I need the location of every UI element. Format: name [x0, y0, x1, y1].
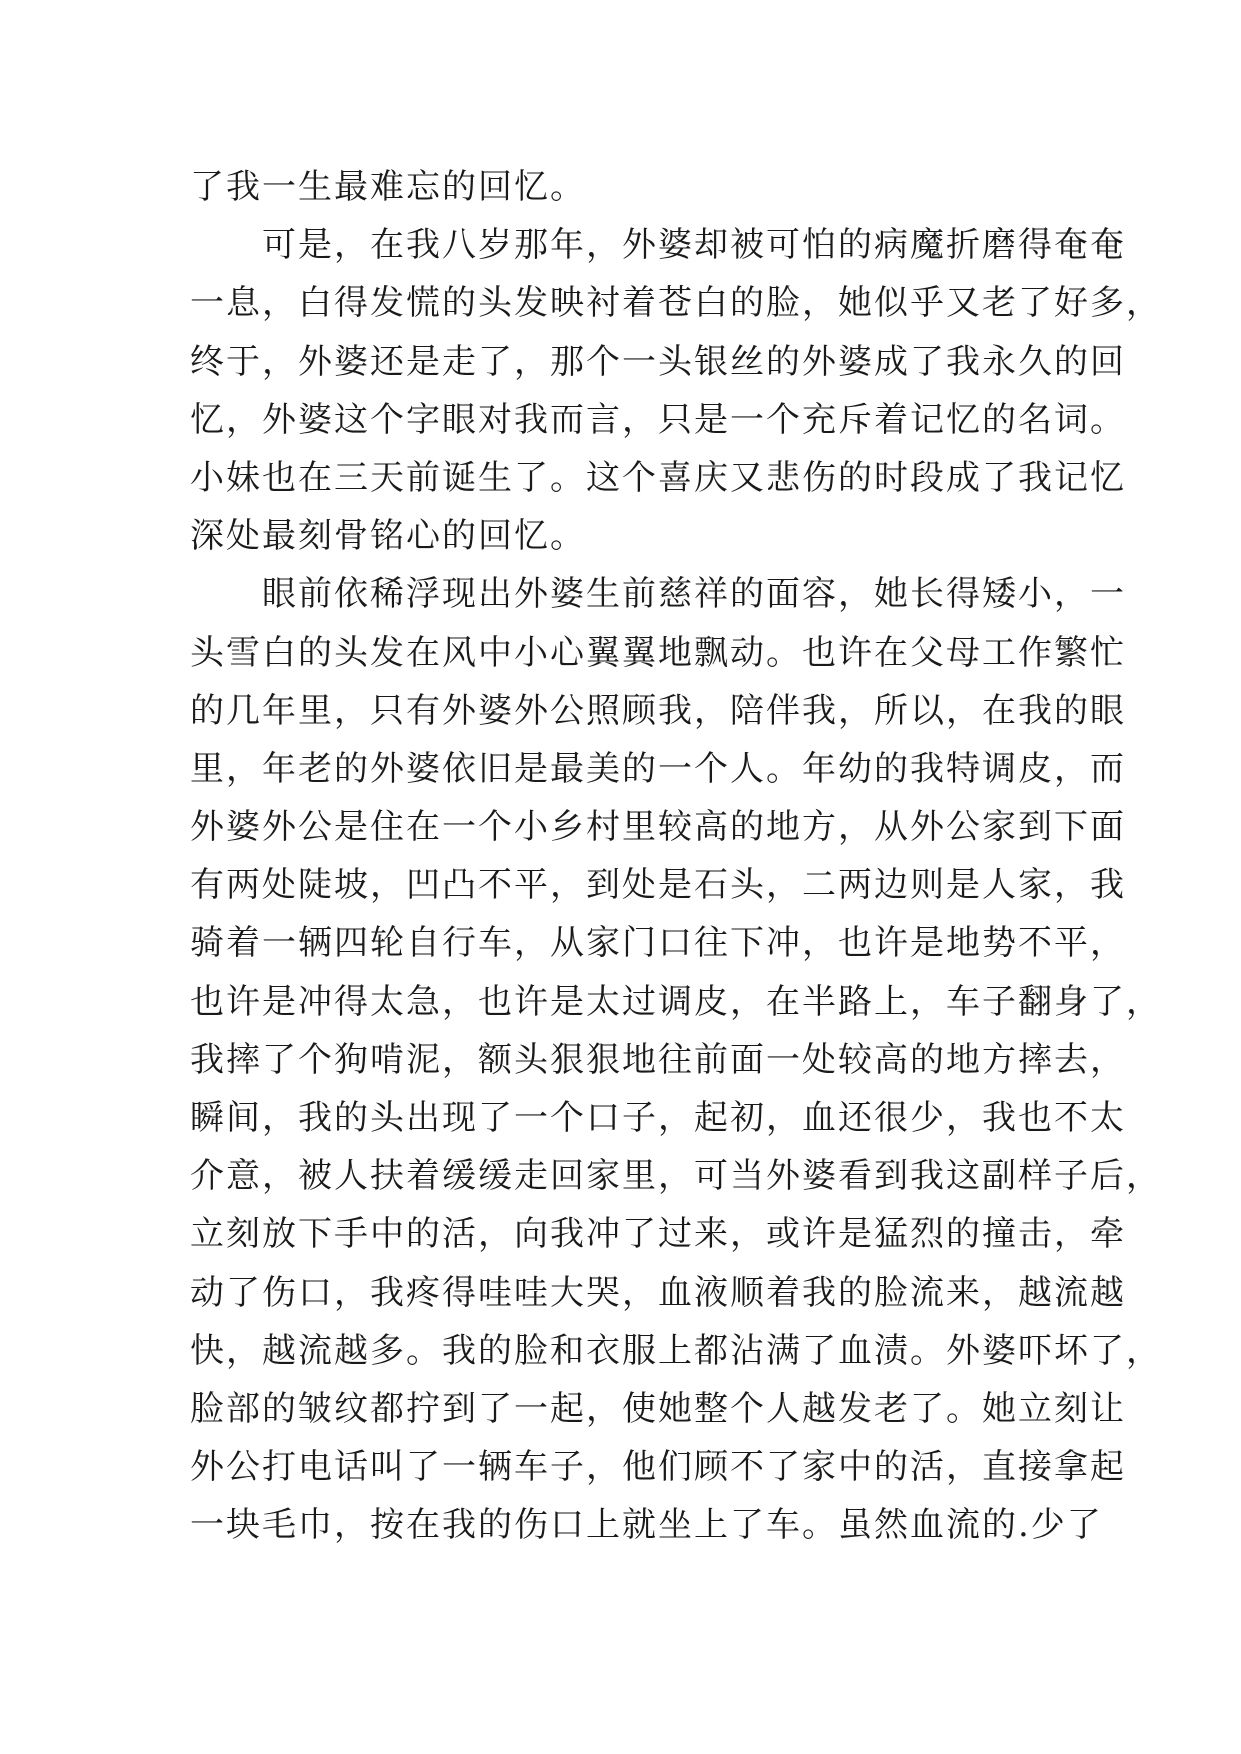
text-line: 立刻放下手中的活，向我冲了过来，或许是猛烈的撞击，牵: [190, 1214, 1126, 1255]
text-line: 骑着一辆四轮自行车，从家门口往下冲，也许是地势不平，: [190, 923, 1126, 964]
text-line: 有两处陡坡，凹凸不平，到处是石头，二两边则是人家，我: [190, 865, 1126, 906]
text-line: 小妹也在三天前诞生了。这个喜庆又悲伤的时段成了我记忆: [190, 457, 1126, 498]
text-line: 动了伤口，我疼得哇哇大哭，血液顺着我的脸流来，越流越: [190, 1272, 1126, 1313]
text-line: 外公打电话叫了一辆车子，他们顾不了家中的活，直接拿起: [190, 1447, 1126, 1488]
text-line: 瞬间，我的头出现了一个口子，起初，血还很少，我也不太: [190, 1098, 1126, 1138]
text-line: 外婆外公是住在一个小乡村里较高的地方，从外公家到下面: [190, 807, 1126, 848]
text-line: 里，年老的外婆依旧是最美的一个人。年幼的我特调皮，而: [190, 748, 1126, 789]
text-line: 了我一生最难忘的回忆。: [190, 167, 586, 207]
text-line: 终于，外婆还是走了，那个一头银丝的外婆成了我永久的回: [190, 341, 1126, 382]
text-line: 介意，被人扶着缓缓走回家里，可当外婆看到我这副样子后，: [190, 1156, 1162, 1197]
text-line: 也许是冲得太急，也许是太过调皮，在半路上，车子翻身了，: [190, 981, 1162, 1022]
text-line: 的几年里，只有外婆外公照顾我，陪伴我，所以，在我的眼: [190, 690, 1126, 731]
text-line: 脸部的皱纹都拧到了一起，使她整个人越发老了。她立刻让: [190, 1388, 1126, 1429]
text-line: 可是，在我八岁那年，外婆却被可怕的病魔折磨得奄奄: [190, 225, 1126, 266]
text-line: 眼前依稀浮现出外婆生前慈祥的面容，她长得矮小，一: [190, 574, 1126, 615]
text-line: 忆，外婆这个字眼对我而言，只是一个充斥着记忆的名词。: [190, 399, 1126, 440]
text-line: 一块毛巾，按在我的伤口上就坐上了车。虽然血流的.少了: [190, 1505, 1103, 1546]
document-body: [190, 158, 1162, 1555]
text-line: 头雪白的头发在风中小心翼翼地飘动。也许在父母工作繁忙: [190, 632, 1126, 673]
text-line: 快，越流越多。我的脸和衣服上都沾满了血渍。外婆吓坏了，: [190, 1330, 1162, 1371]
text-line: 深处最刻骨铭心的回忆。: [190, 516, 586, 557]
text-line: 我摔了个狗啃泥，额头狠狠地往前面一处较高的地方摔去，: [190, 1039, 1126, 1080]
text-line: 一息，白得发慌的头发映衬着苍白的脸，她似乎又老了好多，: [190, 283, 1162, 324]
